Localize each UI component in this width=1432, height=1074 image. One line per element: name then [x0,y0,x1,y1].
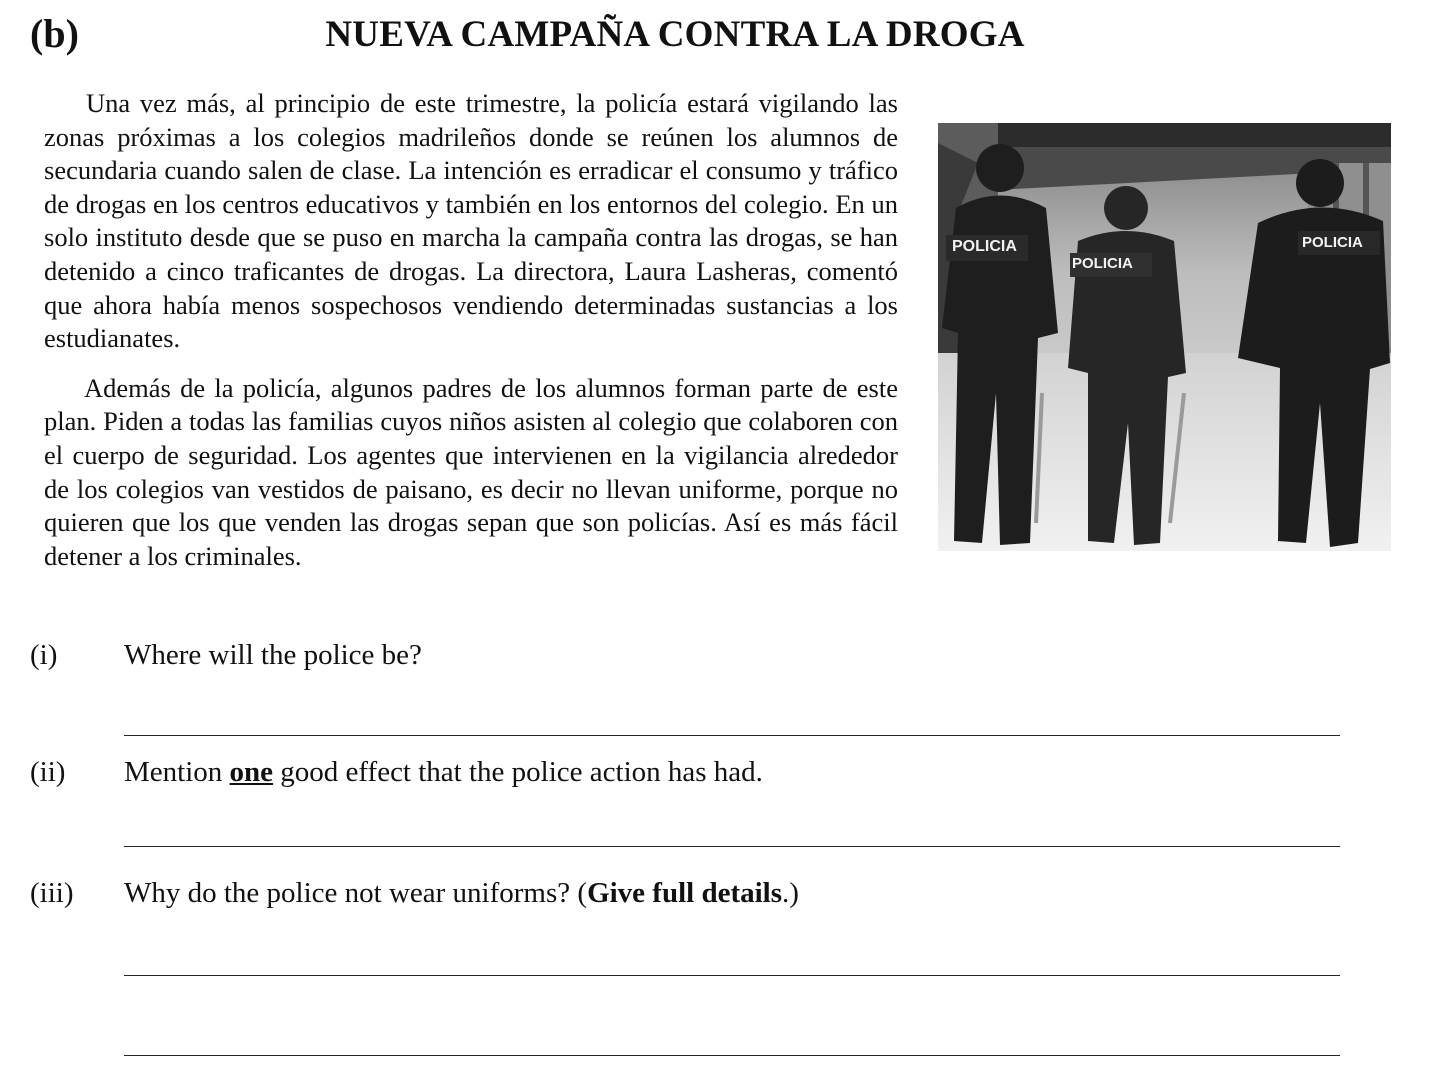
jacket-label-right: POLICIA [1302,234,1363,251]
section-label: (b) [30,11,79,56]
article-body [44,87,898,573]
article-paragraph-1: Una vez más, al principio de este trimestre, la policía estará vigilando las zonas próximas a los colegios madrileños donde se reúnen los alumnos de secundaria cuando salen de clase. La intención es erradicar el consumo y tráfico de drogas en los centros educativos y también en los entornos del colegio. En un solo instituto desde que se puso en marcha la campaña contra las drogas, se han detenido a cinco traficantes de drogas. La directora, Laura Lasheras, comentó que ahora había menos sospechosos vendiendo determinadas sustancias a los estudianates. [44,88,898,354]
question-3-text-before: Why do the police not wear uniforms? ( [124,877,588,909]
answer-line-3a[interactable] [124,975,1340,976]
question-3-text-after: .) [782,877,799,909]
answer-line-2[interactable] [124,846,1340,847]
question-3-text [124,875,799,911]
article-paragraph-2: Además de la policía, algunos padres de los alumnos forman parte de este plan. Piden a todas las familias cuyos niños asisten al colegio que colaboren con el cuerpo de seguridad. Los agentes que intervienen en la vigilancia alrededor de los colegios van vestidos de paisano, es decir no llevan uniforme, porque no quieren que los que venden las drogas sepan que son policías. Así es más fácil detener a los criminales. [44,372,898,571]
question-2-text-before: Mention [124,756,230,788]
question-2-emphasis: one [229,756,274,788]
jacket-label-left: POLICIA [952,238,1017,255]
question-3-emphasis: Give full details [587,877,783,909]
question-3-number: (iii) [30,877,74,909]
jacket-label-middle: POLICIA [1072,255,1133,272]
question-2-number: (ii) [30,756,66,788]
question-2-text-after: good effect that the police action has had. [273,756,763,788]
question-2-text [124,754,763,790]
question-1-text: Where will the police be? [124,639,422,671]
answer-line-1[interactable] [124,735,1340,736]
police-officers-photo [938,123,1391,551]
article-title: NUEVA CAMPAÑA CONTRA LA DROGA [325,14,1025,55]
question-1-number: (i) [30,639,58,671]
answer-line-3b[interactable] [124,1055,1340,1056]
